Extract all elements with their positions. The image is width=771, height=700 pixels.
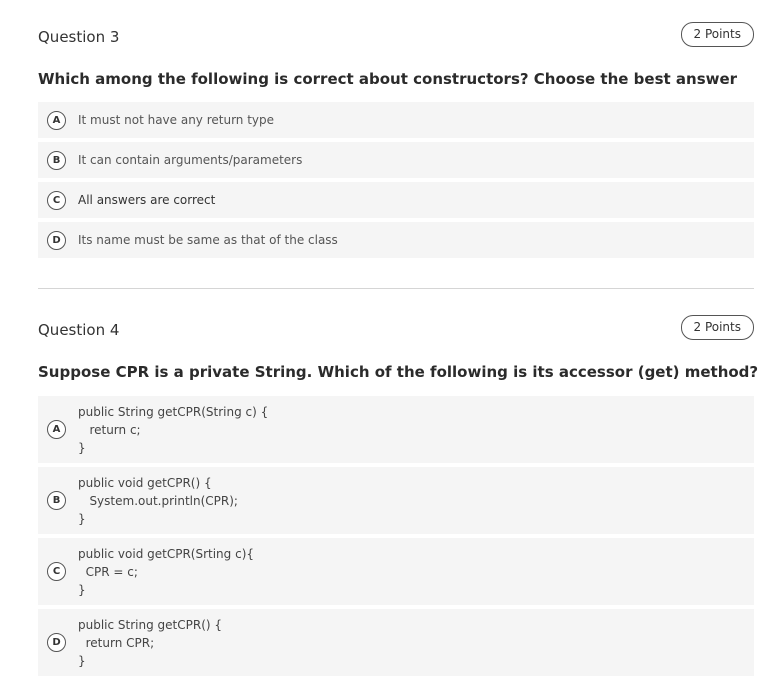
option-d[interactable] bbox=[38, 609, 754, 676]
option-letter-badge: B bbox=[47, 151, 66, 170]
question-3 bbox=[38, 22, 754, 52]
question-title: Question 4 bbox=[38, 321, 120, 339]
option-text: It can contain arguments/parameters bbox=[78, 153, 303, 167]
option-letter-badge: A bbox=[47, 111, 66, 130]
question-title: Question 3 bbox=[38, 28, 120, 46]
option-letter-badge: B bbox=[47, 491, 66, 510]
option-text: All answers are correct bbox=[78, 193, 216, 207]
option-d[interactable] bbox=[38, 222, 754, 258]
question-4 bbox=[38, 315, 754, 345]
option-a[interactable] bbox=[38, 102, 754, 138]
option-letter-badge: A bbox=[47, 420, 66, 439]
points-badge: 2 Points bbox=[681, 315, 755, 340]
option-b[interactable] bbox=[38, 467, 754, 534]
answer-options bbox=[38, 396, 754, 680]
question-text: Suppose CPR is a private String. Which of the following is its accessor (get) method? bbox=[38, 363, 759, 381]
option-b[interactable] bbox=[38, 142, 754, 178]
option-letter-badge: D bbox=[47, 231, 66, 250]
points-badge: 2 Points bbox=[681, 22, 755, 47]
option-code: public String getCPR() { return CPR; } bbox=[78, 618, 223, 668]
question-text: Which among the following is correct about constructors? Choose the best answer bbox=[38, 70, 738, 88]
question-header bbox=[38, 315, 754, 345]
option-code: public void getCPR() { System.out.println(CPR); } bbox=[78, 476, 238, 526]
question-header bbox=[38, 22, 754, 52]
option-letter-badge: C bbox=[47, 562, 66, 581]
option-c[interactable] bbox=[38, 182, 754, 218]
option-code: public void getCPR(Srting c){ CPR = c; } bbox=[78, 547, 255, 597]
option-code: public String getCPR(String c) { return c; } bbox=[78, 405, 269, 455]
question-divider bbox=[38, 288, 754, 289]
option-a[interactable] bbox=[38, 396, 754, 463]
option-text: Its name must be same as that of the class bbox=[78, 233, 338, 247]
option-letter-badge: C bbox=[47, 191, 66, 210]
option-text: It must not have any return type bbox=[78, 113, 275, 127]
option-c[interactable] bbox=[38, 538, 754, 605]
answer-options bbox=[38, 102, 754, 262]
option-letter-badge: D bbox=[47, 633, 66, 652]
